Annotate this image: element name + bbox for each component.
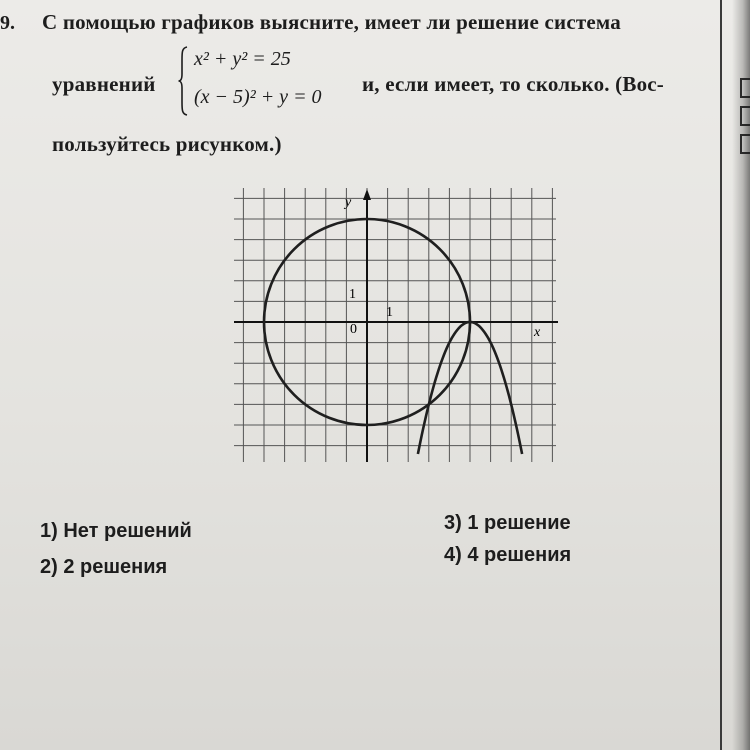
equation-parabola: (x − 5)² + y = 0	[194, 86, 322, 108]
task-text-line-2-prefix: уравнений	[52, 72, 156, 96]
answer-option-2[interactable]: 2) 2 решения	[40, 556, 168, 578]
task-text-line-3: пользуйтесь рисунком.)	[52, 132, 282, 156]
unit-x-label: 1	[386, 305, 393, 320]
y-axis-label: y	[345, 195, 352, 210]
origin-label: 0	[350, 322, 357, 337]
task-text-line-2-suffix: и, если имеет, то сколько. (Вос-	[362, 72, 664, 96]
task-text-line-1: С помощью графиков выясните, имеет ли решение система	[42, 10, 621, 34]
problem-number: 9.	[0, 12, 15, 34]
equation-circle: x² + y² = 25	[194, 48, 291, 70]
y-axis-arrow	[363, 189, 371, 200]
x-axis-label: x	[534, 325, 541, 340]
unit-y-label: 1	[349, 287, 356, 302]
answer-option-3[interactable]: 3) 1 решение	[444, 512, 571, 534]
answer-option-1[interactable]: 1) Нет решений	[40, 520, 192, 542]
answer-option-4[interactable]: 4) 4 решения	[444, 544, 572, 566]
